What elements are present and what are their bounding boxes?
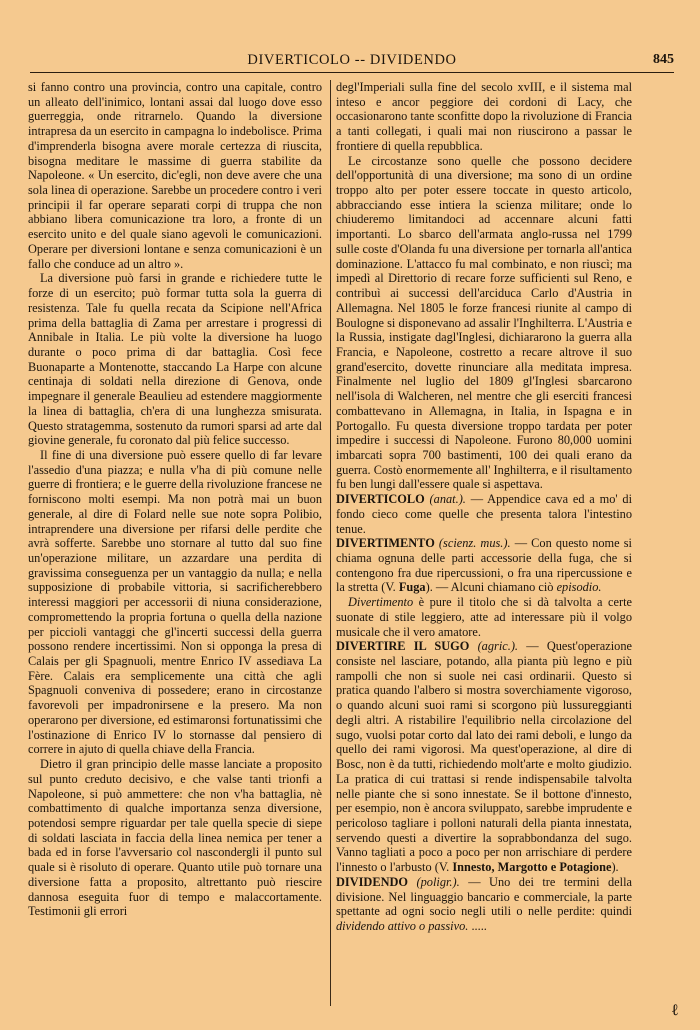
entry-text: — Uno dei tre termini della divisione. Nel linguaggio bancario e commerciale, la parte spettante ad ogni socio negli utili o nelle perdite: quindi [336,874,632,919]
entry-label: (anat.). [429,492,466,507]
entry-label: (poligr.). [416,874,460,889]
dictionary-subentry [336,595,632,639]
page-header [30,50,674,72]
entry-italic-term: episodio. [556,580,602,595]
dictionary-entry-dividendo [336,875,632,934]
column-divider [330,80,331,1006]
margin-mark: ℓ [672,1002,678,1019]
entry-headword: DIVERTIRE IL SUGO [336,639,470,654]
entry-headword: DIVIDENDO [336,874,409,889]
page-number: 845 [653,52,674,67]
entry-text: — Appendice cava ed a mo' di fondo cieco come quelle che presenta talora l'intestino tenue. [336,492,632,536]
paragraph: Le circostanze sono quelle che possono decidere dell'opportunità di una diversione; ma sono di un ordine troppo alto per poter essere toccate in questo articolo, abbracciando esse intiera la scienza militare; onde lo chiuderemo limitandoci ad accennare alcuni fatti importanti. Lo sbarco dell'armata anglo-russa nel 1799 sulle coste d'Olanda fu una diversione per tornarla all'antica dominazione. L'attacco fu mal combinato, e non riuscì; ma impedì al Direttorio di recare forze sufficienti sul Reno, e contribuì ai successi dell'arciduca Carlo d'Austria in Allemagna. Nel 1805 le forze francesi riunite al campo di Boulogne si disponevano ad assalir l'Inghilterra. L'Austria e la Russia, instigate dagl'Inglesi, dichiararono la guerra alla Francia, e Napoleone, costretto a recare altrove il suo grand'esercito, dovette rinunciare alla meditata impresa. Finalmente nel luglio del 1809 gl'Inglesi sbarcarono nell'isola di Walcheren, nel mentre che gli eserciti francesi combattevano in Allemagna, in Italia, in Ispagna e in Portogallo. Fu questa diversione troppo tardata per poter impedire i successi di Napoleone. Furono 80,000 uomini imbarcati sopra 700 bastimenti, 100 dei quali erano da guerra. Costò enormemente all' Inghilterra, e il risultamento fu ben lungi dall'essere quale si aspettava. [336,153,632,492]
cross-reference: Fuga [398,580,426,595]
dictionary-entry-diverticolo [336,492,632,536]
entry-label: (agric.). [477,639,519,654]
entry-text: ). — Alcuni chiamano ciò [425,580,554,595]
entry-headword: DIVERTICOLO [336,492,425,507]
header-rule [30,72,674,73]
running-title: DIVERTICOLO -- DIVIDENDO [247,52,457,68]
paragraph: degl'Imperiali sulla fine del secolo xvIII, e il sistema mal inteso e ancor peggiore dei cordoni di Lacy, che occasionarono tante sconfitte dopo la rivoluzione di Francia a tanti collegati, i quali mai non riuscirono a passar le frontiere di quella repubblica. [336,80,632,153]
entry-text: — Quest'operazione consiste nel lasciare, potando, alla pianta più legno e più rampolli che non si suole nei casi ordinarii. Questo si pratica quando l'albero si mostra soverchiamente vigoroso, o quando alcuni suoi rami si scorgono più lussureggianti degli altri. A ristabilire l'equilibrio nella circolazione del sugo, vuolsi potar corto dal lato dei rami deboli, e lungo da quello dei rami vigorosi. Ma quest'operazione, al dire di Bosc, non è da tutti, richiedendo molt'arte e molto giudizio. La pratica di cui trattasi si rende indispensabile talvolta nelle piante che si sono innestate. Se il bottone d'innesto, per esempio, non è ancora sviluppato, sarebbe imprudente e pericoloso tagliare i polloni naturali della pianta innestata, servendo questi a divertire la soprabbondanza del sugo. Vanno tagliati a poco a poco per non arrischiare di perdere l'innesto o l'arbusto (V. [336,639,632,875]
right-column [336,80,632,934]
paragraph: La diversione può farsi in grande e richiedere tutte le forze di un esercito; può formar tutta sola la guerra di resistenza. Tale fu quella recata da Scipione nell'Africa prima della battaglia di Zama per arrestare i progressi di Annibale in Italia. Le più volte la diversione ha luogo durante o poco prima di dar battaglia. Così fece Buonaparte a Montenotte, staccando La Harpe con alcune centinaja di soldati nella direzione di Genova, onde impegnare il generale Beaulieu ad estendere maggiormente la linea di battaglia, ch'era di una lunghezza smisurata. Questo stratagemma, sostenuto da rumori sparsi ad arte dal giovine generale, fu coronato dal più felice successo. [28,271,322,448]
entry-headword: DIVERTIMENTO [336,536,435,551]
entry-italic-term: Divertimento [348,595,414,610]
entry-label: (scienz. mus.). [438,536,511,551]
entry-text: ). [611,860,619,875]
paragraph: Dietro il gran principio delle masse lanciate a proposito sul punto creduto decisivo, e che valse tanti trionfi a Napoleone, si può ammettere: che non v'ha battaglia, nè combattimento di qualche importanza senza diversione, potendosi sempre riguardar per tale quella specie di siepe di soldati lasciata in faccia della linea nemica per tener a bada ed in forse l'avversario col nascondergli il punto sul quale si è risoluto di operare. Quanto utile può tornare una diversione fatta a proposito, altrettanto può riescire dannosa eseguita fuor di tempo e malaccortamente. Testimonii gli errori [28,757,322,919]
left-column [28,80,322,919]
entry-text: — Con questo nome si chiama ognuna delle parti accessorie della fuga, che si contengono fra due ripercussioni, o fra una ripercussione e la stretta (V. [336,536,632,595]
entry-text: ..... [471,918,487,933]
dictionary-entry-divertire-il-sugo [336,639,632,875]
cross-reference: Innesto, Margotto e Potagione [452,860,612,875]
paragraph: Il fine di una diversione può essere quello di far levare l'assedio d'una piazza; e nulla v'ha di più comune nelle guerre di frontiera; e le guerre della rivoluzione francese ne forniscono molti esempi. Ma non potrà mai un buon generale, al dire di Folard nelle sue note sopra Polibio, intraprendere una diversione per rifarsi delle perdite che avrà sofferte. Sarebbe uno stornare al tutto dal suo fine un'operazione militare, un azzardare una perdita di gravissima conseguenza per un vantaggio da nulla; e nella supposizione di probabile vittoria, si sacrificherebbero interessi maggiori per accessorii di niuna considerazione, compromettendo la propria fortuna o quella della nazione per piccioli vantaggi che gl'incerti successi della guerra possono rendere incertissimi. Non si opponga la presa di Calais per gli Spagnuoli, mentre Enrico IV assediava La Fère. Calais era semplicemente una città che agli Spagnuoli conveniva di possedere; erano in circostanze favorevoli per impadronirsene e la presero. Ma non operarono per diversione, ed estimaronsi fortunatissimi che l'ostinazione di Enrico IV lo stornasse dal pensiero di correre in ajuto di quella chiave della Francia. [28,447,322,757]
dictionary-entry-divertimento [336,536,632,595]
paragraph: si fanno contro una provincia, contro una capitale, contro un alleato dell'inimico, lontani assai dal luogo dove esso guerreggia, onde ritrarnelo. Quando la diversione intrapresa da un esercito in campagna lo indebolisce. Prima d'imprenderla bisogna avere morale certezza di riuscita, bisogna meditare le massime di guerra stabilite da Napoleone. « Un esercito, dic'egli, non deve avere che una sola linea di operazione. Sarebbe un procedere contro i veri principii il far operare separati corpi di truppa che non abbiano libera comunicazione tra loro, a fronte di un esercito unito e del quale siano agevoli le comunicazioni. Operare per diversioni lontane e senza comunicazioni è un fallo che conduce ad un altro ». [28,80,322,271]
entry-italic-term: dividendo attivo o passivo. [336,918,469,933]
entry-text: è pure il titolo che si dà talvolta a certe suonate di stile leggiero, atte ad interessare più il volgo musicale che il vero amatore. [336,595,633,639]
